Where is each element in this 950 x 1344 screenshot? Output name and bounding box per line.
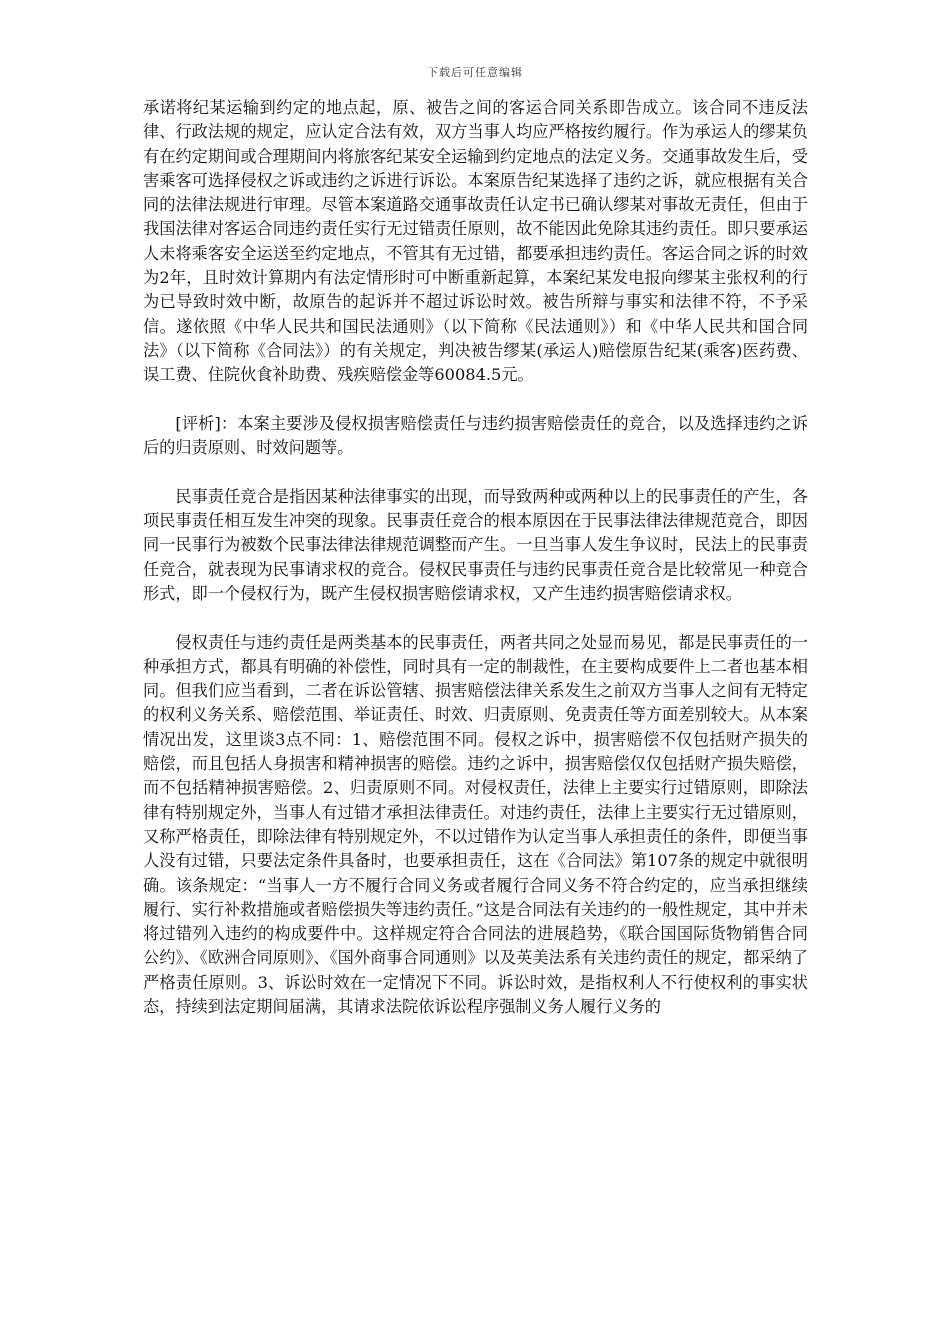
header-note: 下载后可任意编辑 [427, 66, 523, 79]
paragraph-commentary: [评析]：本案主要涉及侵权损害赔偿责任与违约损害赔偿责任的竞合，以及选择违约之诉后的归责原则、时效问题等。 [143, 413, 808, 458]
paragraph-tort-vs-contract: 侵权责任与违约责任是两类基本的民事责任，两者共同之处显而易见，都是民事责任的一种承担方式，都具有明确的补偿性，同时具有一定的制裁性，在主要构成要件上二者也基本相同。但我们应当看到，二者在诉讼管辖、损害赔偿法律关系发生之前双方当事人之间有无特定的权利义务关系、赔偿范围、举证责任、时效、归责原则、免责责任等方面差别较大。从本案情况出发，这里谈3点不同：1、赔偿范围不同。侵权之诉中，损害赔偿不仅包括财产损失的赔偿，而且包括人身损害和精神损害的赔偿。违约之诉中，损害赔偿仅仅包括财产损失赔偿，而不包括精神损害赔偿。2、归责原则不同。对侵权责任，法律上主要实行过错原则，即除法律有特别规定外，当事人有过错才承担法律责任。对违约责任，法律上主要实行无过错原则，又称严格责任，即除法律有特别规定外，不以过错作为认定当事人承担责任的条件，即便当事人没有过错，只要法定条件具备时，也要承担责任，这在《合同法》第107条的规定中就很明确。该条规定：“当事人一方不履行合同义务或者履行合同义务不符合约定的，应当承担继续履行、实行补救措施或者赔偿损失等违约责任。”这是合同法有关违约的一般性规定，其中并未将过错列入违约的构成要件中。这样规定符合合同法的进展趋势，《联合国国际货物销售合同公约》、《欧洲合同原则》、《国外商事合同通则》以及英美法系有关违约责任的规定，都采纳了严格责任原则。3、诉讼时效在一定情况下不同。诉讼时效，是指权利人不行使权利的事实状态，持续到法定期间届满，其请求法院依诉讼程序强制义务人履行义务的 [143, 632, 808, 1016]
paragraph-liability-concurrence: 民事责任竞合是指因某种法律事实的出现，而导致两种或两种以上的民事责任的产生，各项民事责任相互发生冲突的现象。民事责任竞合的根本原因在于民事法律法律规范竞合，即因同一民事行为被数个民事法律法律规范调整而产生。一旦当事人发生争议时，民法上的民事责任竞合，就表现为民事请求权的竞合。侵权民事责任与违约民事责任竞合是比较常见一种竞合形式，即一个侵权行为，既产生侵权损害赔偿请求权，又产生违约损害赔偿请求权。 [143, 486, 808, 603]
paragraph-gap [143, 606, 808, 630]
paragraph-gap [143, 460, 808, 484]
paragraph-judgment: 承诺将纪某运输到约定的地点起，原、被告之间的客运合同关系即告成立。该合同不违反法律、行政法规的规定，应认定合法有效，双方当事人均应严格按约履行。作为承运人的缪某负有在约定期间或合理期间内将旅客纪某安全运输到约定地点的法定义务。交通事故发生后，受害乘客可选择侵权之诉或违约之诉进行诉讼。本案原告纪某选择了违约之诉，就应根据有关合同的法律法规进行审理。尽管本案道路交通事故责任认定书已确认缪某对事故无责任，但由于我国法律对客运合同违约责任实行无过错责任原则，故不能因此免除其违约责任。即只要承运人未将乘客安全运送至约定地点，不管其有无过错，都要承担违约责任。客运合同之诉的时效为2年，且时效计算期内有法定情形时可中断重新起算，本案纪某发电报向缪某主张权利的行为已导致时效中断，故原告的起诉并不超过诉讼时效。被告所辩与事实和法律不符，不予采信。遂依照《中华人民共和国民法通则》（以下简称《民法通则》）和《中华人民共和国合同法》（以下简称《合同法》）的有关规定，判决被告缪某(承运人)赔偿原告纪某(乘客)医药费、误工费、住院伙食补助费、残疾赔偿金等60084.5元。 [143, 98, 808, 385]
paragraph-gap [143, 388, 808, 412]
document-body [143, 96, 808, 1019]
